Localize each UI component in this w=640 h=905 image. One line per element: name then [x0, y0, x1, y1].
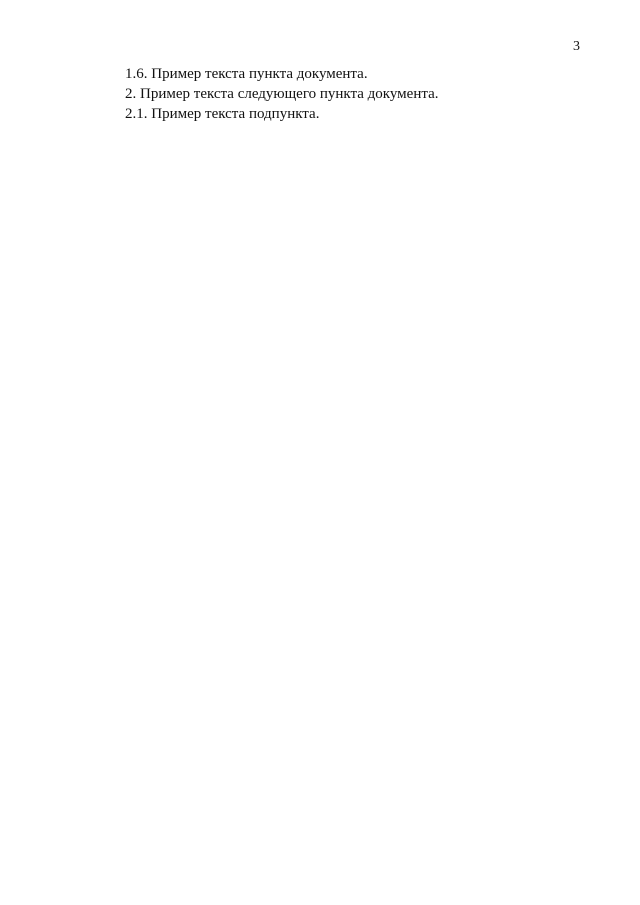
- paragraph: 1.6. Пример текста пункта документа.: [125, 66, 368, 82]
- page-number: 3: [573, 39, 580, 54]
- paragraph: 2.1. Пример текста подпункта.: [125, 106, 320, 122]
- document-body: [85, 64, 566, 124]
- paragraph: 2. Пример текста следующего пункта документа.: [125, 86, 439, 102]
